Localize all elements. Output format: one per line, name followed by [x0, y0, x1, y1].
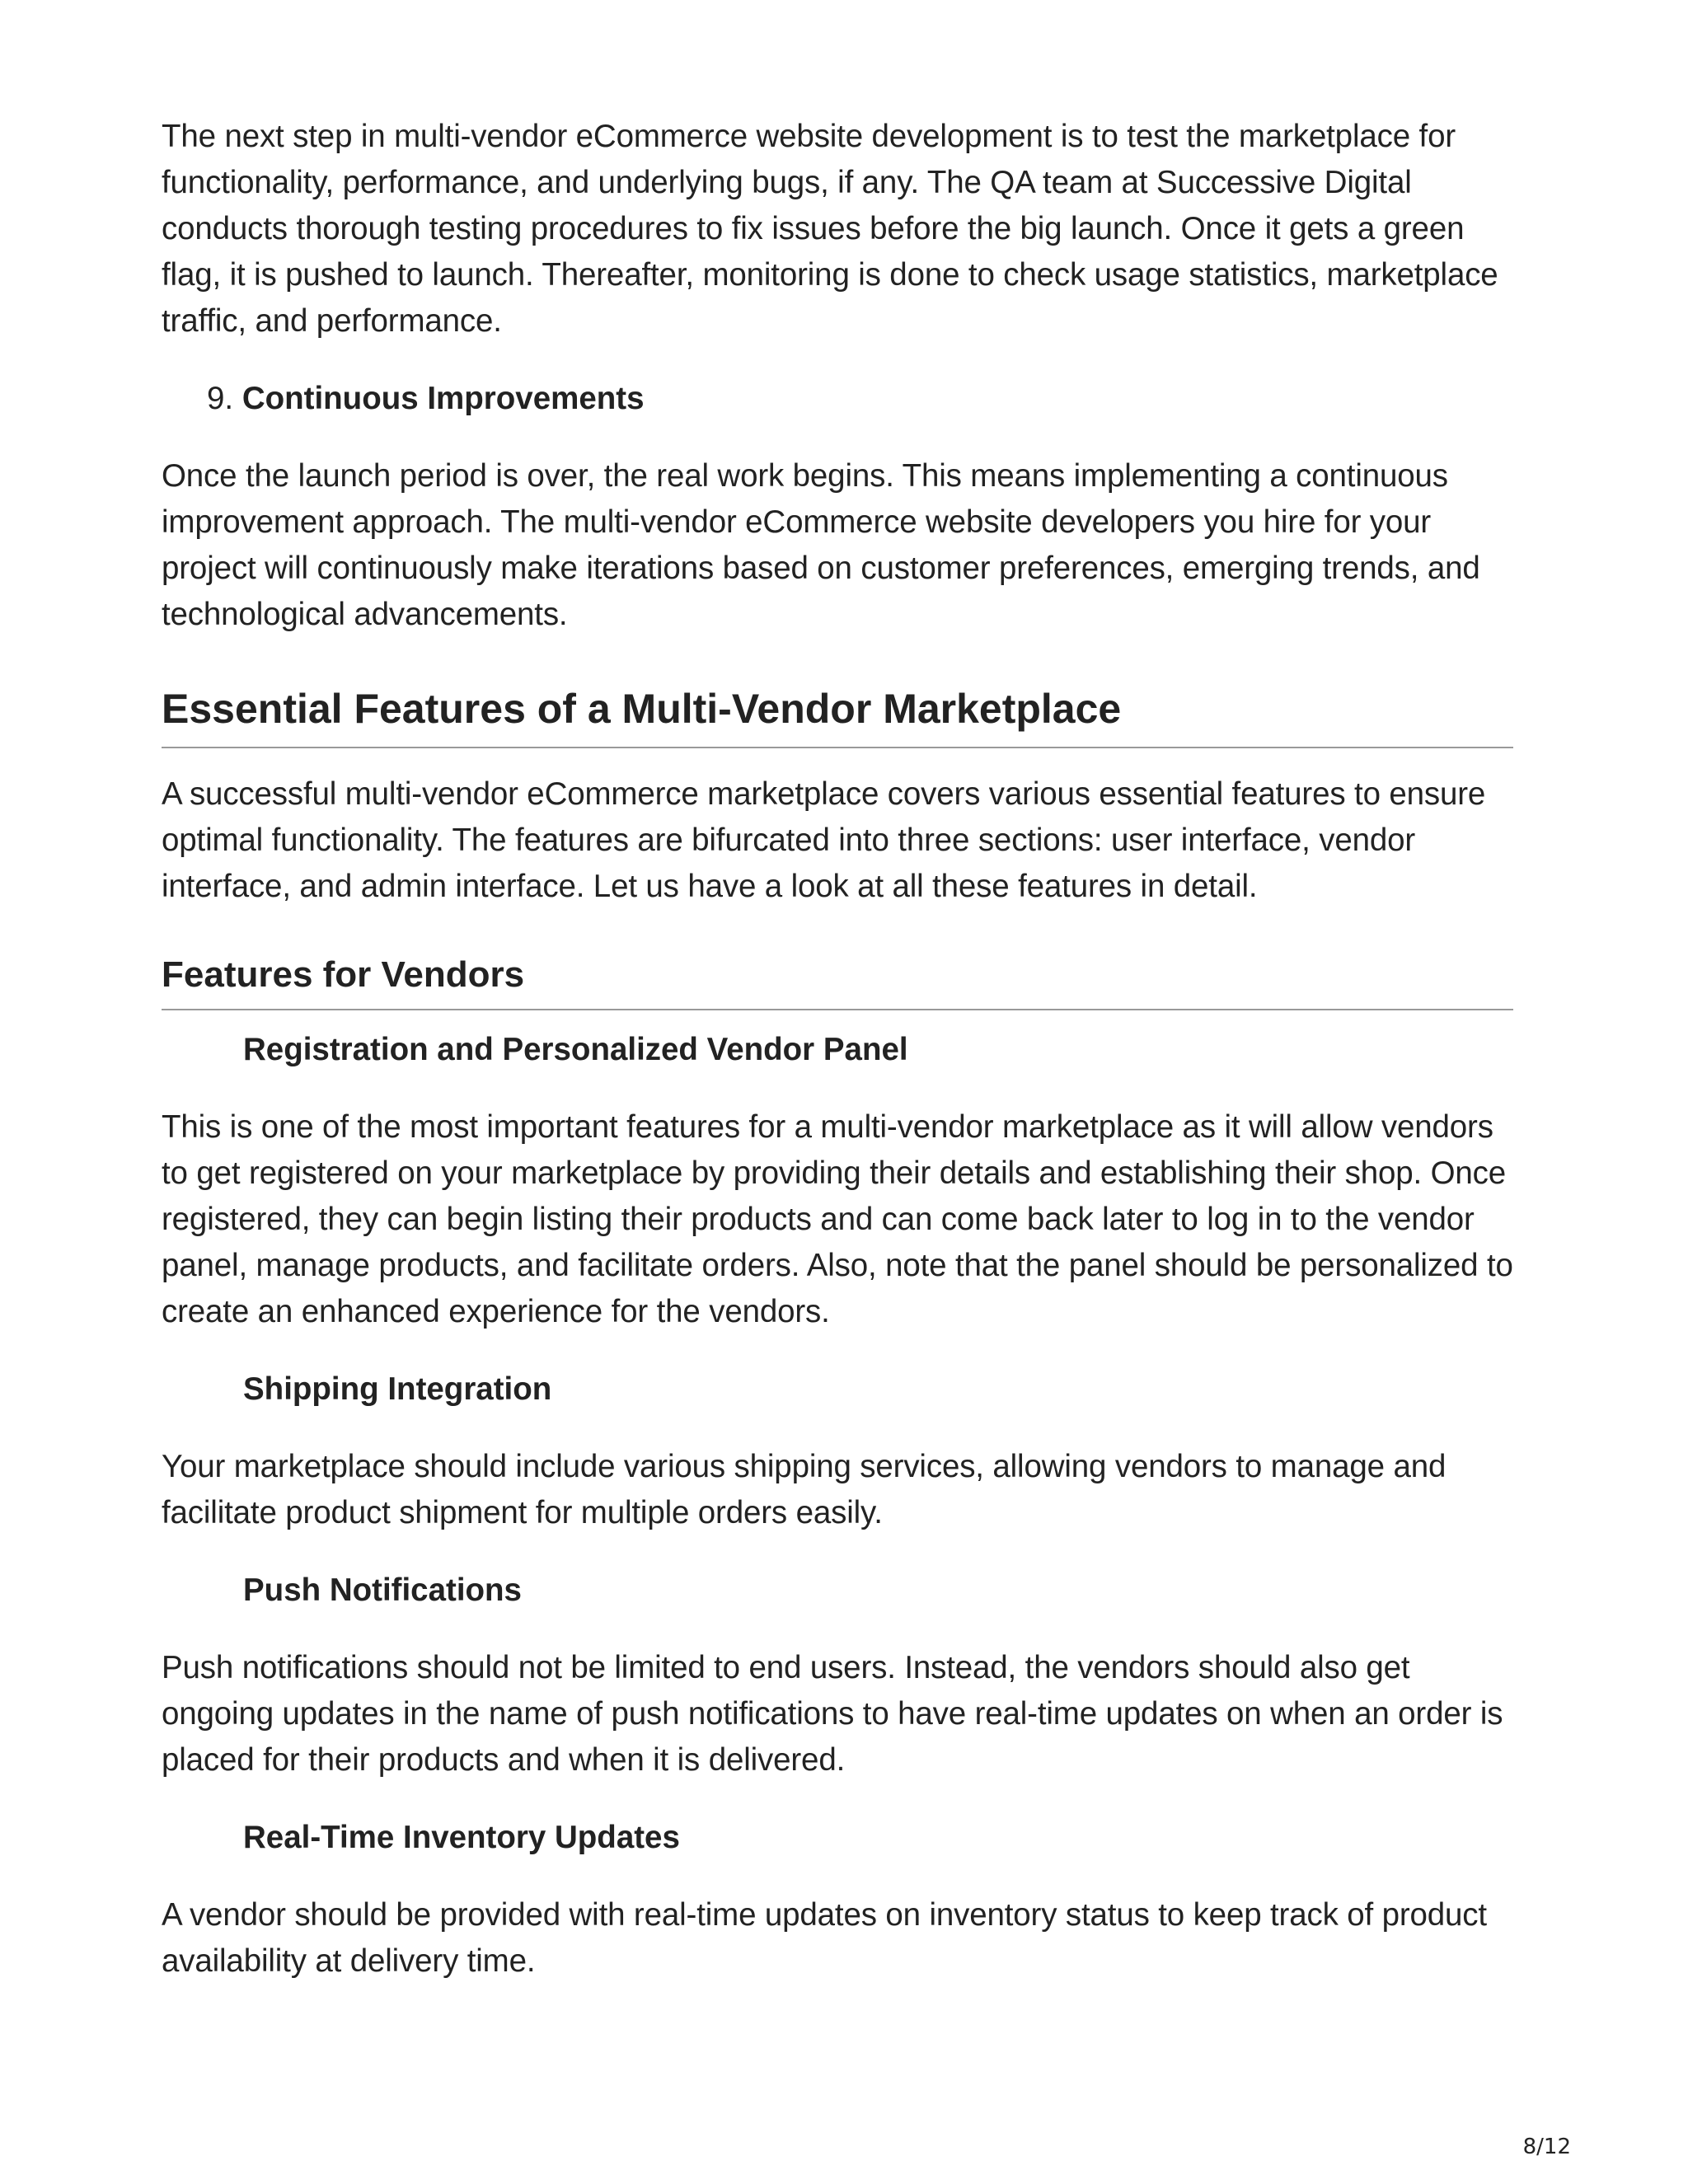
feature-title-inventory: Real-Time Inventory Updates — [243, 1820, 680, 1855]
step-9-paragraph: Once the launch period is over, the real work begins. This means implementing a continuous improvement approach. The multi-vendor eCommerce website developers you hire for your project will continuously make iterations based on customer preferences, emerging trends, and technological advancements. — [162, 458, 1480, 632]
feature-title-shipping: Shipping Integration — [243, 1371, 552, 1407]
feature-paragraph-inventory: A vendor should be provided with real-time updates on inventory status to keep track of product availability at delivery time. — [162, 1897, 1487, 1979]
feature-paragraph-registration: This is one of the most important features for a multi-vendor marketplace as it will allow vendors to get registered on your marketplace by providing their details and establishing their shop. Once registered, they can begin listing their products and can come back later to log in to the vendor panel, manage products, and facilitate orders. Also, note that the panel should be personalized to create an enhanced experience for the vendors. — [162, 1109, 1513, 1329]
feature-title-push-notifications: Push Notifications — [243, 1572, 522, 1608]
document-page — [162, 114, 1513, 2016]
feature-title-registration: Registration and Personalized Vendor Panel — [243, 1032, 908, 1067]
vendor-features-heading: Features for Vendors — [162, 951, 1513, 1010]
essential-features-paragraph: A successful multi-vendor eCommerce marketplace covers various essential features to ensure optimal functionality. The features are bifurcated into three sections: user interface, vendor interface, and admin interface. Let us have a look at all these features in detail. — [162, 776, 1486, 904]
essential-features-heading: Essential Features of a Multi-Vendor Marketplace — [162, 682, 1513, 748]
feature-paragraph-shipping: Your marketplace should include various shipping services, allowing vendors to manage and facilitate product shipment for multiple orders easily. — [162, 1449, 1447, 1530]
step-9-heading — [162, 376, 1513, 422]
feature-paragraph-push-notifications: Push notifications should not be limited to end users. Instead, the vendors should also get ongoing updates in the name of push notifications to have real-time updates on when an order is placed for their products and when it is delivered. — [162, 1650, 1503, 1778]
step-title: Continuous Improvements — [241, 381, 645, 416]
page-number: 8/12 — [1522, 2135, 1571, 2159]
intro-paragraph: The next step in multi-vendor eCommerce website development is to test the marketplace for functionality, performance, and underlying bugs, if any. The QA team at Successive Digital conducts thorough testing procedures to fix issues before the big launch. Once it gets a green flag, it is pushed to launch. Thereafter, monitoring is done to check usage statistics, marketplace traffic, and performance. — [162, 119, 1498, 339]
step-number: 9. — [207, 381, 234, 416]
